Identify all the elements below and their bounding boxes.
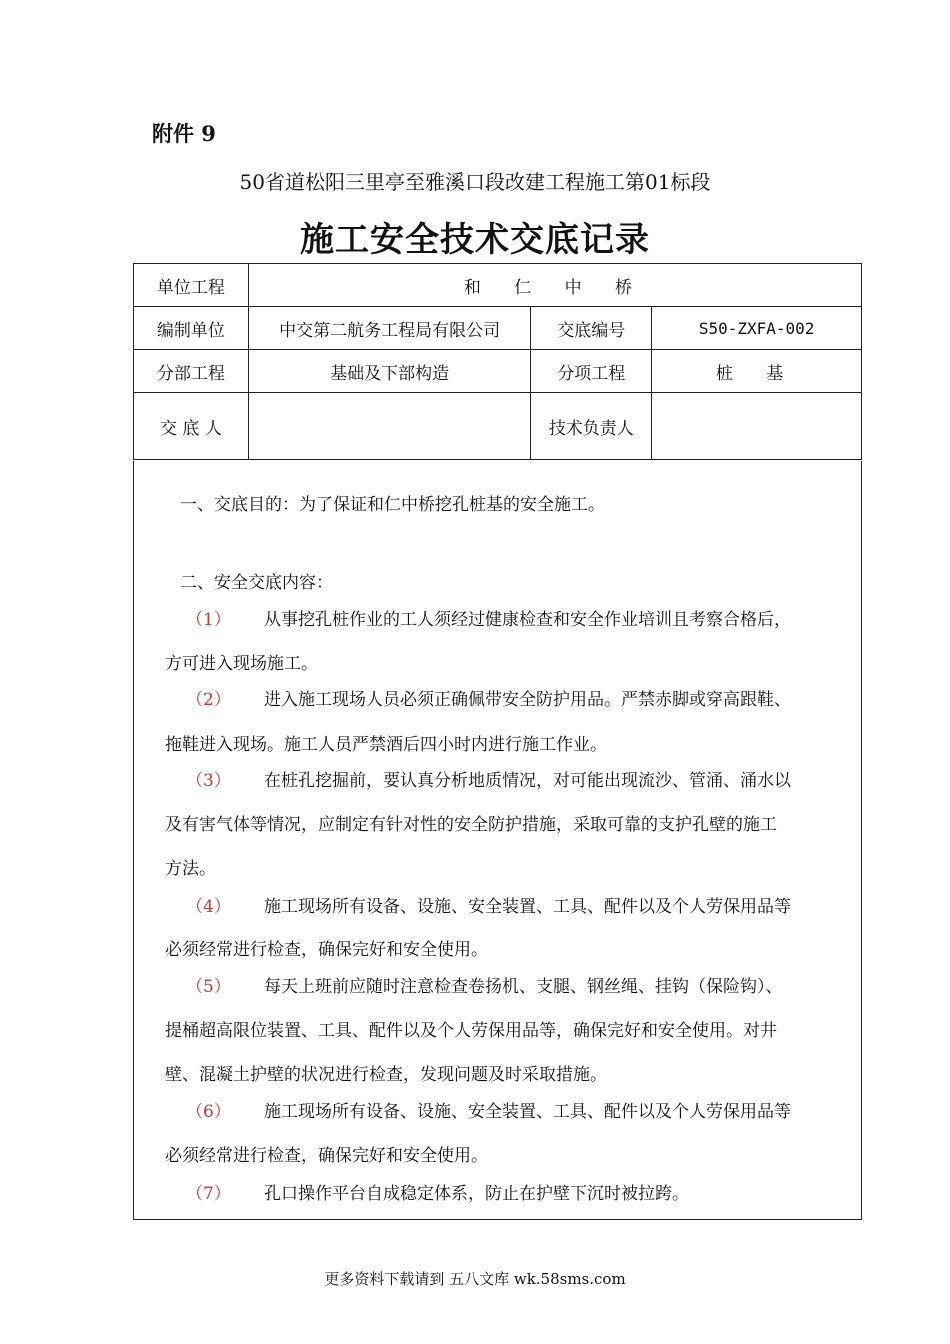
item-number: （3） [186,771,231,791]
item-number: （2） [186,690,231,710]
division-label: 分部工程 [134,350,249,393]
attachment-label: 附件 9 [152,121,216,146]
tech-lead-label: 技术负责人 [531,393,652,460]
tech-lead-value [652,393,862,460]
list-item [186,977,783,997]
item-line: 在桩孔挖掘前，要认真分析地质情况，对可能出现流沙、管涌、涌水以 [264,771,791,791]
item-line: 方可进入现场施工。 [165,654,318,674]
unit-value: 和 仁 中 桥 [248,264,861,307]
item-line: 拖鞋进入现场。施工人员严禁酒后四小时内进行施工作业。 [165,735,607,755]
item-line: 壁、混凝土护壁的状况进行检查，发现问题及时采取措施。 [165,1065,607,1085]
list-item [186,1102,791,1122]
list-item [186,610,791,630]
list-item [186,1184,689,1204]
item-line: 提桶超高限位装置、工具、配件以及个人劳保用品等，确保完好和安全使用。对井 [165,1021,777,1041]
code-value: S50-ZXFA-002 [652,307,862,350]
footer-text: 更多资料下载请到 五八文库 wk.58sms.com [324,1270,626,1288]
compiler-label: 编制单位 [134,307,249,350]
section-title: 二、安全交底内容： [180,573,333,593]
info-table [133,263,862,460]
compiler-value: 中交第二航务工程局有限公司 [248,307,531,350]
item-line: 从事挖孔桩作业的工人须经过健康检查和安全作业培训且考察合格后， [264,610,791,630]
item-value: 桩 基 [652,350,862,393]
list-item [186,771,791,791]
item-line: 进入施工现场人员必须正确佩带安全防护用品。严禁赤脚或穿高跟鞋、 [264,690,791,710]
list-item [186,897,791,917]
item-line: 施工现场所有设备、设施、安全装置、工具、配件以及个人劳保用品等 [264,897,791,917]
item-line: 孔口操作平台自成稳定体系，防止在护壁下沉时被拉跨。 [264,1184,689,1204]
item-number: （7） [186,1184,231,1204]
item-line: 每天上班前应随时注意检查卷扬机、支腿、钢丝绳、挂钩（保险钩）、 [264,977,783,997]
division-value: 基础及下部构造 [248,350,531,393]
item-number: （6） [186,1102,231,1122]
code-label: 交底编号 [531,307,652,350]
document-title: 施工安全技术交底记录 [300,220,650,260]
item-number: （4） [186,897,231,917]
item-line: 必须经常进行检查，确保完好和安全使用。 [165,940,488,960]
item-label: 分项工程 [531,350,652,393]
item-number: （5） [186,977,231,997]
item-number: （1） [186,610,231,630]
unit-label: 单位工程 [134,264,249,307]
list-item [186,690,791,710]
item-line: 方法。 [165,859,216,879]
project-line: 50省道松阳三里亭至雅溪口段改建工程施工第01标段 [239,170,711,194]
purpose-text: 一、交底目的：为了保证和仁中桥挖孔桩基的安全施工。 [180,495,605,515]
item-line: 及有害气体等情况，应制定有针对性的安全防护措施，采取可靠的支护孔壁的施工 [165,815,777,835]
discloser-value [248,393,531,460]
item-line: 必须经常进行检查，确保完好和安全使用。 [165,1146,488,1166]
item-line: 施工现场所有设备、设施、安全装置、工具、配件以及个人劳保用品等 [264,1102,791,1122]
discloser-label: 交 底 人 [134,393,249,460]
